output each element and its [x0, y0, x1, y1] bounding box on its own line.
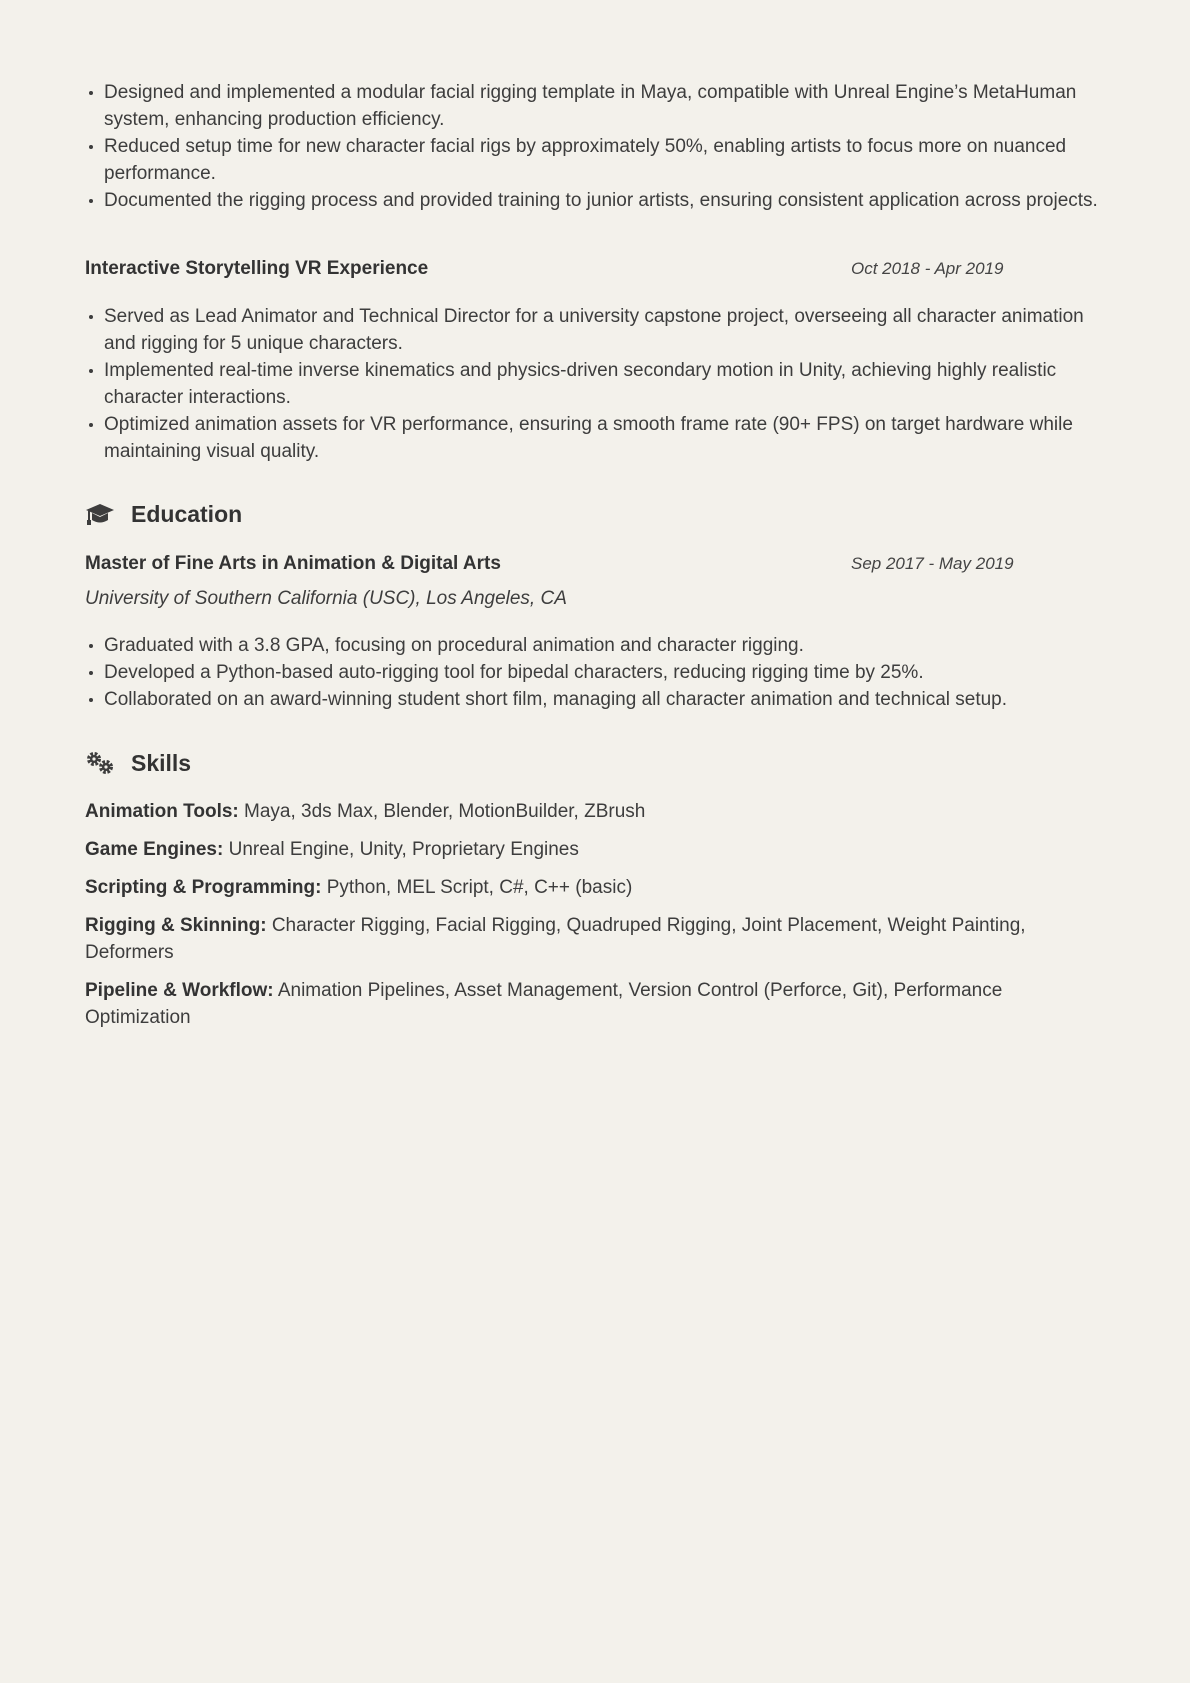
skill-value: Maya, 3ds Max, Blender, MotionBuilder, ZBrush	[244, 801, 646, 822]
list-item: Developed a Python-based auto-rigging tool for bipedal characters, reducing rigging time by 25%.	[104, 659, 1105, 686]
gears-icon	[85, 750, 115, 776]
bullet-list	[85, 79, 1105, 214]
skill-value: Python, MEL Script, C#, C++ (basic)	[326, 877, 633, 898]
list-item: Graduated with a 3.8 GPA, focusing on procedural animation and character rigging.	[104, 632, 1105, 659]
skill-label: Pipeline & Workflow:	[85, 980, 274, 1001]
skill-value: Animation Pipelines, Asset Management, Version Control (Perforce, Git), Performance Optimization	[85, 980, 1003, 1028]
skill-label: Scripting & Programming:	[85, 877, 322, 898]
experience-bullets-block	[85, 79, 1105, 214]
section-title: Skills	[131, 749, 192, 776]
section-heading	[85, 747, 1105, 779]
skill-label: Game Engines:	[85, 839, 224, 860]
project-entry	[85, 255, 1105, 465]
skill-value: Unreal Engine, Unity, Proprietary Engines	[228, 839, 579, 860]
skill-row	[85, 912, 1105, 966]
list-item: Documented the rigging process and provided training to junior artists, ensuring consistent application across projects.	[104, 187, 1105, 214]
entry-header	[85, 255, 1105, 282]
project-title: Interactive Storytelling VR Experience	[85, 258, 429, 279]
education-date: Sep 2017 - May 2019	[851, 554, 1014, 573]
skill-row	[85, 874, 1105, 901]
skill-row	[85, 977, 1105, 1031]
bullet-list	[85, 632, 1105, 713]
skill-row	[85, 798, 1105, 825]
school-name: University of Southern California (USC), Los Angeles, CA	[85, 588, 567, 609]
education-section	[85, 498, 1105, 713]
section-heading	[85, 498, 1105, 530]
list-item: Collaborated on an award-winning student short film, managing all character animation and technical setup.	[104, 686, 1105, 713]
skill-label: Rigging & Skinning:	[85, 915, 267, 936]
list-item: Implemented real-time inverse kinematics and physics-driven secondary motion in Unity, achieving highly realistic character interactions.	[104, 357, 1105, 411]
degree-title: Master of Fine Arts in Animation & Digital Arts	[85, 553, 501, 574]
list-item: Served as Lead Animator and Technical Director for a university capstone project, overseeing all character animation and rigging for 5 unique characters.	[104, 303, 1105, 357]
graduation-cap-icon	[85, 501, 115, 527]
skill-value: Character Rigging, Facial Rigging, Quadruped Rigging, Joint Placement, Weight Painting, Deformers	[85, 915, 1026, 963]
project-date: Oct 2018 - Apr 2019	[851, 259, 1004, 278]
list-item: Optimized animation assets for VR performance, ensuring a smooth frame rate (90+ FPS) on target hardware while maintaining visual quality.	[104, 411, 1105, 465]
section-title: Education	[131, 500, 243, 527]
bullet-list	[85, 303, 1105, 465]
skills-list	[85, 798, 1105, 1031]
entry-header	[85, 550, 1105, 577]
skills-section	[85, 747, 1105, 1042]
skill-row	[85, 836, 1105, 863]
list-item: Designed and implemented a modular facial rigging template in Maya, compatible with Unreal Engine’s MetaHuman system, enhancing production efficiency.	[104, 79, 1105, 133]
skill-label: Animation Tools:	[85, 801, 239, 822]
list-item: Reduced setup time for new character facial rigs by approximately 50%, enabling artists to focus more on nuanced performance.	[104, 133, 1105, 187]
